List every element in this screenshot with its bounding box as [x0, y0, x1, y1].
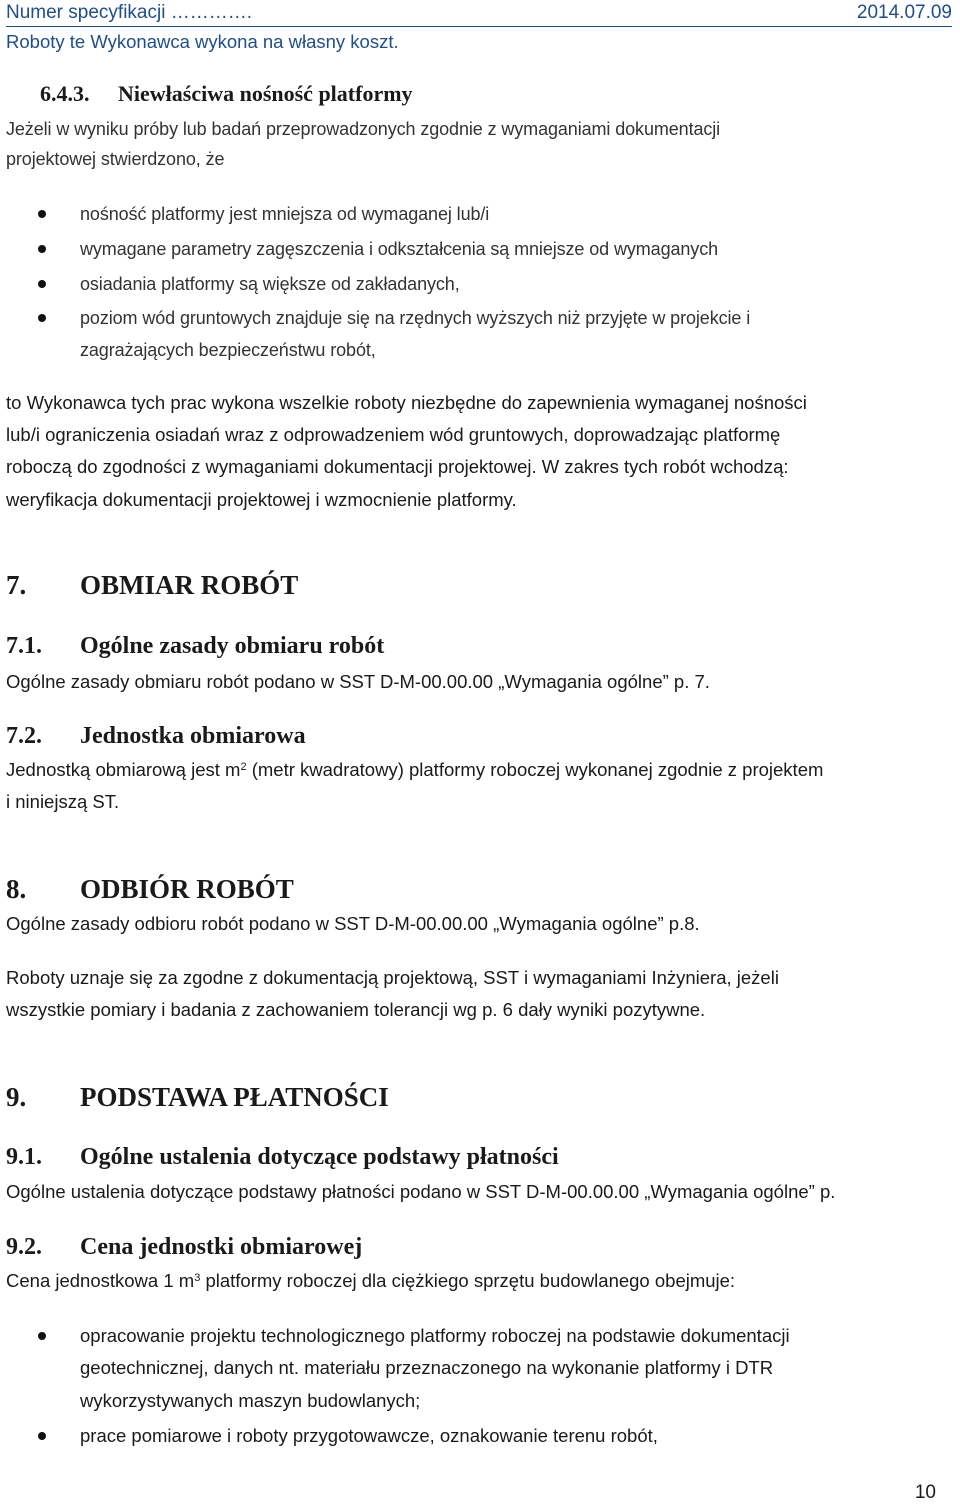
list-item-continuation: zagrażających bezpieczeństwu robót,: [80, 340, 376, 360]
intro-line: Jeżeli w wyniku próby lub badań przeprowadzonych zgodnie z wymaganiami dokumentacji: [6, 119, 721, 139]
list-item: opracowanie projektu technologicznego platformy roboczej na podstawie dokumentacji: [80, 1325, 790, 1346]
paragraph-line: Ogólne zasady obmiaru robót podano w SST D-M-00.00.00 „Wymagania ogólne” p. 7.: [6, 671, 710, 692]
heading-number: 7.: [6, 570, 27, 600]
bullet-icon: [38, 314, 46, 322]
paragraph-line: wszystkie pomiary i badania z zachowaniem tolerancji wg p. 6 dały wyniki pozytywne.: [6, 999, 706, 1020]
subheading-number: 7.1.: [6, 633, 42, 659]
heading-number: 9.: [6, 1082, 27, 1112]
heading-title: ODBIÓR ROBÓT: [80, 874, 294, 904]
section-title: Niewłaściwa nośność platformy: [118, 81, 413, 106]
bullet-icon: [38, 280, 46, 288]
page-header: [6, 2, 952, 27]
paragraph-line: Ogólne zasady odbioru robót podano w SST D-M-00.00.00 „Wymagania ogólne” p.8.: [6, 913, 700, 934]
list-item: wymagane parametry zagęszczenia i odkształcenia są mniejsze od wymaganych: [80, 239, 719, 259]
superscript: 2: [240, 761, 247, 773]
bullet-icon: [38, 1432, 46, 1440]
cost-note: Roboty te Wykonawca wykona na własny koszt.: [6, 31, 399, 52]
intro-line: projektowej stwierdzono, że: [6, 149, 225, 169]
list-item-continuation: wykorzystywanych maszyn budowlanych;: [80, 1390, 421, 1411]
section-number: 6.4.3.: [40, 81, 90, 106]
subheading-number: 7.2.: [6, 723, 42, 749]
paragraph-line: roboczą do zgodności z wymaganiami dokumentacji projektowej. W zakres tych robót wchodzą:: [6, 456, 789, 477]
paragraph-line: Ogólne ustalenia dotyczące podstawy płatności podano w SST D-M-00.00.00 „Wymagania ogólne” p.: [6, 1181, 836, 1202]
list-item-continuation: geotechnicznej, danych nt. materiału przeznaczonego na wykonanie platformy i DTR: [80, 1357, 774, 1378]
subheading-title: Ogólne zasady obmiaru robót: [80, 633, 385, 659]
paragraph-line: lub/i ograniczenia osiadań wraz z odprowadzeniem wód gruntowych, doprowadzając platformę: [6, 424, 781, 445]
spec-number-label: Numer specyfikacji ………….: [6, 2, 252, 23]
subheading-number: 9.2.: [6, 1234, 42, 1260]
paragraph-line: Roboty uznaje się za zgodne z dokumentacją projektową, SST i wymaganiami Inżyniera, jeżeli: [6, 967, 779, 988]
text-run: (metr kwadratowy) platformy roboczej wykonanej zgodnie z projektem: [246, 759, 824, 780]
bullet-icon: [38, 245, 46, 253]
paragraph-line: [6, 1269, 735, 1293]
paragraph-line: i niniejszą ST.: [6, 791, 120, 812]
heading-number: 8.: [6, 874, 27, 904]
paragraph-line: weryfikacja dokumentacji projektowej i wzmocnienie platformy.: [6, 489, 517, 510]
bullet-icon: [38, 210, 46, 218]
list-item: osiadania platformy są większe od zakładanych,: [80, 274, 460, 294]
list-item: nośność platformy jest mniejsza od wymaganej lub/i: [80, 204, 490, 224]
list-item: prace pomiarowe i roboty przygotowawcze, oznakowanie terenu robót,: [80, 1425, 658, 1446]
subheading-number: 9.1.: [6, 1144, 42, 1170]
bullet-icon: [38, 1332, 46, 1340]
paragraph-line: to Wykonawca tych prac wykona wszelkie roboty niezbędne do zapewnienia wymaganej nośności: [6, 392, 807, 413]
subheading-title: Cena jednostki obmiarowej: [80, 1234, 363, 1260]
heading-title: OBMIAR ROBÓT: [80, 570, 299, 600]
list-item: poziom wód gruntowych znajduje się na rzędnych wyższych niż przyjęte w projekcie i: [80, 308, 751, 328]
text-run: Cena jednostkowa 1 m: [6, 1270, 195, 1291]
text-run: Jednostką obmiarową jest m: [6, 759, 241, 780]
superscript: 3: [194, 1272, 201, 1284]
paragraph-line: [6, 758, 823, 782]
text-run: platformy roboczej dla ciężkiego sprzętu budowlanego obejmuje:: [200, 1270, 736, 1291]
page-number: 10: [914, 1482, 936, 1503]
subheading-title: Jednostka obmiarowa: [80, 723, 306, 749]
header-date: 2014.07.09: [856, 2, 952, 23]
subheading-title: Ogólne ustalenia dotyczące podstawy płatności: [80, 1144, 559, 1170]
heading-title: PODSTAWA PŁATNOŚCI: [80, 1082, 389, 1112]
